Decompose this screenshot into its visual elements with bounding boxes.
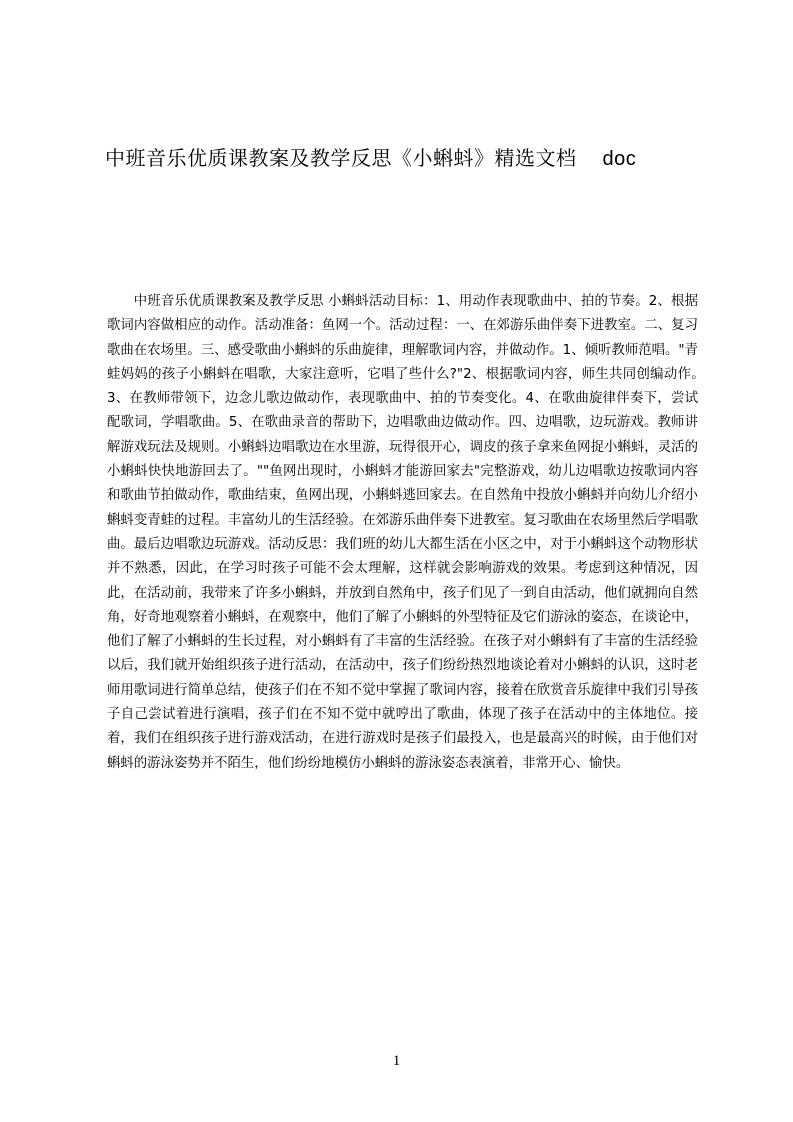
title-text: 中班音乐优质课教案及教学反思《小蝌蚪》精选文档 bbox=[105, 146, 577, 170]
title-suffix: doc bbox=[602, 148, 637, 170]
page-number: 1 bbox=[392, 1053, 401, 1069]
body-paragraph: 中班音乐优质课教案及教学反思 小蝌蚪活动目标：1、用动作表现歌曲中、拍的节奏。2、根据歌词内容做相应的动作。活动准备：鱼网一个。活动过程：一、在郊游乐曲伴奏下进教室。二、复习歌曲在农场里。三、感受歌曲小蝌蚪的乐曲旋律，理解歌词内容，并做动作。1、倾听教师范唱。"青蛙妈妈的孩子小蝌蚪在唱歌，大家注意听，它唱了些什么?"2、根据歌词内容，师生共同创编动作。 3、在教师带领下，边念儿歌边做动作，表现歌曲中、拍的节奏变化。4、在歌曲旋律伴奏下，尝试配歌词，学唱歌曲。5、在歌曲录音的帮助下，边唱歌曲边做动作。四、边唱歌，边玩游戏。教师讲解游戏玩法及规则。小蝌蚪边唱歌边在水里游，玩得很开心，调皮的孩子拿来鱼网捉小蝌蚪，灵活的小蝌蚪快快地游回去了。""鱼网出现时，小蝌蚪才能游回家去"完整游戏，幼儿边唱歌边按歌词内容和歌曲节拍做动作，歌曲结束，鱼网出现，小蝌蚪逃回家去。在自然角中投放小蝌蚪并向幼儿介绍小蝌蚪变青蛙的过程。丰富幼儿的生活经验。在郊游乐曲伴奏下进教室。复习歌曲在农场里然后学唱歌曲。最后边唱歌边玩游戏。活动反思：我们班的幼儿大都生活在小区之中，对于小蝌蚪这个动物形状并不熟悉，因此，在学习时孩子可能不会太理解，这样就会影响游戏的效果。考虑到这种情况，因此，在活动前，我带来了许多小蝌蚪，并放到自然角中，孩子们见了一到自由活动，他们就拥向自然角，好奇地观察着小蝌蚪，在观察中，他们了解了小蝌蚪的外型特征及它们游泳的姿态，在谈论中，他们了解了小蝌蚪的生长过程，对小蝌蚪有了丰富的生活经验。在孩子对小蝌蚪有了丰富的生活经验以后，我们就开始组织孩子进行活动，在活动中，孩子们纷纷热烈地谈论着对小蝌蚪的认识，这时老师用歌词进行简单总结，使孩子们在不知不觉中掌握了歌词内容，接着在欣赏音乐旋律中我们引导孩子自己尝试着进行演唱，孩子们在不知不觉中就哼出了歌曲，体现了孩子在活动中的主体地位。接着，我们在组织孩子进行游戏活动，在进行游戏时是孩子们最投入，也是最高兴的时候，由于他们对蝌蚪的游泳姿势并不陌生，他们纷纷地模仿小蝌蚪的游泳姿态表演着，非常开心、愉快。 bbox=[107, 294, 712, 771]
document-title bbox=[105, 144, 705, 173]
